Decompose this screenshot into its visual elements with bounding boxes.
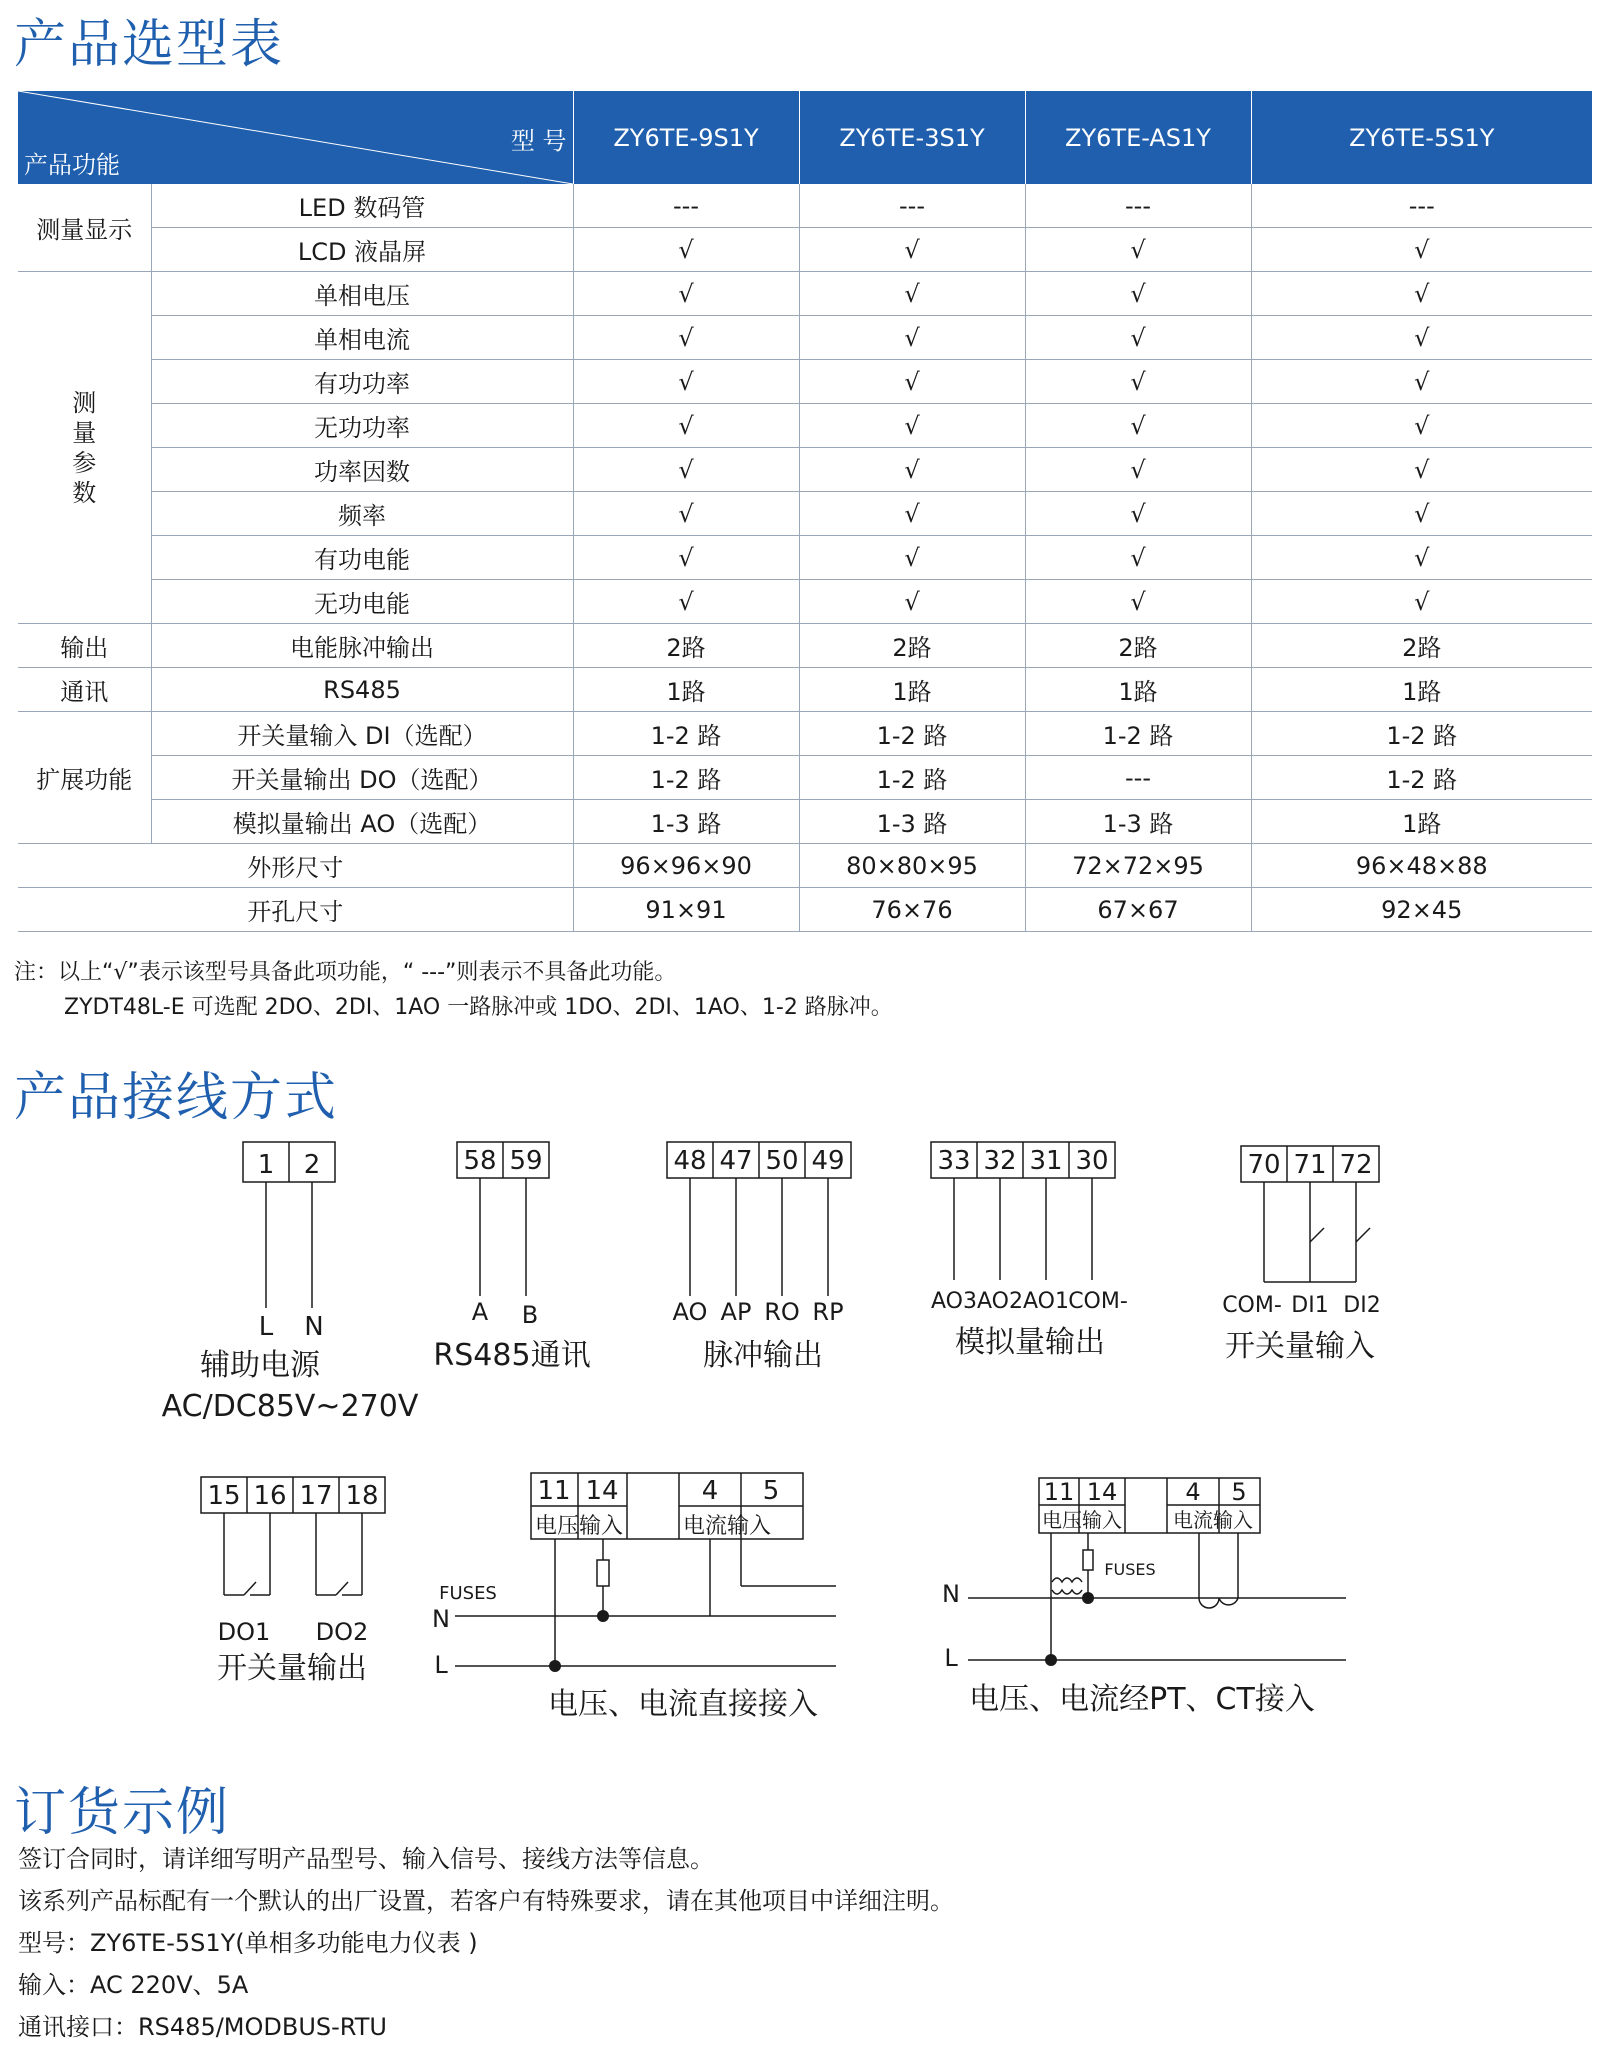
value-cell: 2路 [573, 624, 799, 668]
terminal-number: 49 [811, 1146, 845, 1176]
terminal-number: 5 [762, 1476, 780, 1506]
value-cell: 76×76 [799, 888, 1025, 932]
group-cell: 输出 [18, 624, 151, 668]
dimension-row [18, 888, 1592, 932]
row-label: 单相电流 [151, 316, 573, 360]
header-diagonal-cell [18, 91, 573, 184]
terminal-number: 5 [1231, 1478, 1247, 1506]
value-cell: √ [1025, 360, 1251, 404]
selection-table [18, 91, 1592, 932]
value-cell: √ [799, 536, 1025, 580]
group-cell [18, 272, 151, 624]
value-cell: √ [573, 580, 799, 624]
table-row [18, 184, 1592, 228]
terminal-number: 72 [1339, 1150, 1373, 1180]
terminal-number: 70 [1247, 1150, 1281, 1180]
value-cell: √ [1251, 360, 1592, 404]
current-input-label: 电流输入 [682, 1514, 772, 1539]
note-line: ZYDT48L-E 可选配 2DO、2DI、1AO 一路脉冲或 1DO、2DI、1AO、1-2 路脉冲。 [64, 995, 893, 1020]
value-cell: 72×72×95 [1025, 844, 1251, 888]
voltage-input-label: 电压输入 [1042, 1508, 1122, 1532]
wiring-diagrams [0, 1120, 1600, 1720]
value-cell: √ [799, 360, 1025, 404]
value-cell: --- [1025, 184, 1251, 228]
row-label: 开关量输入 DI（选配） [151, 712, 573, 756]
junction-dot [1045, 1654, 1057, 1666]
table-row [18, 228, 1592, 272]
group-cell: 通讯 [18, 668, 151, 712]
pin-label: AO2 [977, 1289, 1023, 1314]
selection-table-title: 产品选型表 [14, 15, 285, 75]
value-cell: √ [1025, 536, 1251, 580]
value-cell: 92×45 [1251, 888, 1592, 932]
value-cell: √ [799, 404, 1025, 448]
order-title: 订货示例 [14, 1783, 231, 1843]
pin-label: RP [812, 1298, 844, 1326]
value-cell: √ [1025, 316, 1251, 360]
value-cell: 1路 [799, 668, 1025, 712]
row-label: 功率因数 [151, 448, 573, 492]
terminal-number: 4 [701, 1476, 719, 1506]
row-label: 模拟量输出 AO（选配） [151, 800, 573, 844]
value-cell: √ [1251, 580, 1592, 624]
junction-dot [549, 1660, 561, 1672]
table-row [18, 316, 1592, 360]
row-label: 无功电能 [151, 580, 573, 624]
pin-label: A [471, 1298, 489, 1326]
value-cell: 1路 [1025, 668, 1251, 712]
pin-label: DI1 [1291, 1293, 1329, 1318]
value-cell: √ [573, 316, 799, 360]
value-cell: --- [1251, 184, 1592, 228]
terminal-number: 11 [537, 1476, 571, 1506]
row-label: LCD 液晶屏 [151, 228, 573, 272]
table-row [18, 536, 1592, 580]
junction-dot [1082, 1592, 1094, 1604]
terminal-number: 2 [303, 1150, 321, 1180]
terminal-number: 1 [257, 1150, 275, 1180]
value-cell: √ [573, 228, 799, 272]
model-header: ZY6TE-9S1Y [573, 91, 799, 184]
notes [14, 955, 893, 1025]
value-cell: √ [1251, 448, 1592, 492]
table-row [18, 800, 1592, 844]
terminal-number: 18 [345, 1481, 379, 1511]
table-row [18, 580, 1592, 624]
order-line: 该系列产品标配有一个默认的出厂设置，若客户有特殊要求，请在其他项目中详细注明。 [18, 1887, 954, 1915]
switch-contact [336, 1582, 348, 1595]
table-row [18, 272, 1592, 316]
value-cell: 2路 [1251, 624, 1592, 668]
group-cell: 测量显示 [18, 184, 151, 272]
table-header-row [18, 91, 1592, 184]
terminal-number: 15 [207, 1481, 241, 1511]
row-label: RS485 [151, 668, 573, 712]
value-cell: √ [573, 360, 799, 404]
value-cell: √ [573, 404, 799, 448]
diagram-caption: 电压、电流直接接入 [548, 1687, 818, 1720]
value-cell: 1-2 路 [799, 756, 1025, 800]
terminal-number: 30 [1075, 1146, 1109, 1176]
value-cell: 1-2 路 [1025, 712, 1251, 756]
value-cell: √ [1251, 492, 1592, 536]
value-cell: √ [1025, 580, 1251, 624]
table-row [18, 360, 1592, 404]
pin-label: AP [720, 1298, 752, 1326]
pt-coil-icon [1052, 1578, 1082, 1582]
row-label: 单相电压 [151, 272, 573, 316]
value-cell: √ [573, 492, 799, 536]
pin-label: L [258, 1312, 274, 1342]
value-cell: √ [1251, 228, 1592, 272]
value-cell: √ [1025, 404, 1251, 448]
value-cell: √ [1251, 404, 1592, 448]
terminal-number: 11 [1043, 1478, 1075, 1506]
fuses-label: FUSES [439, 1583, 497, 1604]
current-input-label: 电流输入 [1173, 1508, 1253, 1532]
pin-label: COM- [1222, 1293, 1282, 1318]
value-cell: √ [1251, 272, 1592, 316]
pin-label: B [521, 1301, 539, 1329]
value-cell: 1-2 路 [799, 712, 1025, 756]
row-label: 频率 [151, 492, 573, 536]
value-cell: √ [1025, 448, 1251, 492]
terminal-number: 58 [463, 1146, 497, 1176]
terminal-number: 32 [983, 1146, 1017, 1176]
terminal-number: 48 [673, 1146, 707, 1176]
diagram-caption: RS485通讯 [433, 1338, 591, 1373]
order-line: 通讯接口：RS485/MODBUS-RTU [18, 2013, 387, 2041]
pin-label: N [304, 1312, 324, 1342]
pin-label: COM- [1068, 1289, 1128, 1314]
value-cell: 1-3 路 [799, 800, 1025, 844]
table-row [18, 492, 1592, 536]
n-label: N [432, 1605, 450, 1633]
l-label: L [434, 1651, 448, 1679]
value-cell: √ [799, 272, 1025, 316]
header-model-label: 型 号 [510, 127, 567, 155]
order-line: 型号：ZY6TE-5S1Y(单相多功能电力仪表 ) [18, 1929, 478, 1957]
group-cell: 扩展功能 [18, 712, 151, 844]
value-cell: 67×67 [1025, 888, 1251, 932]
row-label: 无功功率 [151, 404, 573, 448]
row-label: 开关量输出 DO（选配） [151, 756, 573, 800]
pin-label: DO2 [315, 1618, 369, 1646]
terminal-number: 33 [937, 1146, 971, 1176]
header-function-label: 产品功能 [24, 151, 120, 179]
wiring-title: 产品接线方式 [14, 1068, 339, 1128]
value-cell: --- [573, 184, 799, 228]
value-cell: 1路 [1251, 800, 1592, 844]
model-header: ZY6TE-3S1Y [799, 91, 1025, 184]
model-header: ZY6TE-5S1Y [1251, 91, 1592, 184]
value-cell: 1-3 路 [1025, 800, 1251, 844]
note-line: 注：以上“√”表示该型号具备此项功能，“ ---”则表示不具备此功能。 [14, 960, 677, 985]
pin-label: DO1 [217, 1618, 271, 1646]
diagram-caption: 辅助电源 [200, 1348, 320, 1383]
value-cell: √ [1251, 536, 1592, 580]
value-cell: √ [1251, 316, 1592, 360]
terminal-number: 47 [719, 1146, 753, 1176]
table-row [18, 448, 1592, 492]
value-cell: 96×48×88 [1251, 844, 1592, 888]
row-label: 有功功率 [151, 360, 573, 404]
value-cell: √ [1025, 228, 1251, 272]
pin-label: AO [672, 1298, 708, 1326]
pin-label: DI2 [1343, 1293, 1381, 1318]
value-cell: √ [799, 316, 1025, 360]
l-label: L [944, 1644, 958, 1672]
pt-coil-icon [1052, 1590, 1082, 1594]
table-row [18, 668, 1592, 712]
value-cell: √ [799, 492, 1025, 536]
value-cell: 1路 [573, 668, 799, 712]
value-cell: √ [799, 448, 1025, 492]
diagram-caption: AC/DC85V~270V [161, 1389, 419, 1424]
row-label: 电能脉冲输出 [151, 624, 573, 668]
value-cell: 91×91 [573, 888, 799, 932]
terminal-number: 17 [299, 1481, 333, 1511]
junction-dot [597, 1610, 609, 1622]
terminal-number: 4 [1185, 1478, 1201, 1506]
value-cell: 1路 [1251, 668, 1592, 712]
row-label: 有功电能 [151, 536, 573, 580]
diagram-caption: 模拟量输出 [955, 1325, 1105, 1360]
fuse-symbol [597, 1560, 609, 1586]
value-cell: √ [1025, 272, 1251, 316]
value-cell: √ [573, 272, 799, 316]
terminal-number: 14 [1086, 1478, 1118, 1506]
value-cell: √ [799, 580, 1025, 624]
dimension-label: 外形尺寸 [18, 844, 573, 888]
n-label: N [942, 1580, 960, 1608]
switch-contact [1356, 1228, 1370, 1242]
terminal-number: 14 [585, 1476, 619, 1506]
table-row [18, 756, 1592, 800]
order-example [18, 1838, 954, 2048]
value-cell: 2路 [1025, 624, 1251, 668]
order-line: 输入：AC 220V、5A [18, 1971, 249, 1999]
group-label-vertical: 测量参数 [72, 388, 97, 507]
value-cell: 1-2 路 [1251, 756, 1592, 800]
value-cell: 2路 [799, 624, 1025, 668]
dimension-row [18, 844, 1592, 888]
ct-coil-icon [1199, 1598, 1238, 1608]
row-label: LED 数码管 [151, 184, 573, 228]
table-row [18, 404, 1592, 448]
model-header: ZY6TE-AS1Y [1025, 91, 1251, 184]
value-cell: 80×80×95 [799, 844, 1025, 888]
value-cell: 1-2 路 [1251, 712, 1592, 756]
diagram-caption: 电压、电流经PT、CT接入 [969, 1682, 1315, 1717]
fuse-symbol [1083, 1550, 1093, 1570]
value-cell: √ [1025, 492, 1251, 536]
fuses-label: FUSES [1104, 1560, 1156, 1579]
pin-label: RO [764, 1298, 800, 1326]
terminal-number: 16 [253, 1481, 287, 1511]
diagram-caption: 脉冲输出 [703, 1338, 823, 1373]
diagram-caption: 开关量输出 [217, 1651, 367, 1686]
terminal-number: 71 [1293, 1150, 1327, 1180]
value-cell: √ [573, 536, 799, 580]
value-cell: 96×96×90 [573, 844, 799, 888]
voltage-input-label: 电压输入 [534, 1514, 624, 1539]
switch-contact [244, 1582, 256, 1595]
dimension-label: 开孔尺寸 [18, 888, 573, 932]
pin-label: AO3 [931, 1289, 977, 1314]
pin-label: AO1 [1023, 1289, 1069, 1314]
terminal-number: 31 [1029, 1146, 1063, 1176]
value-cell: 1-2 路 [573, 712, 799, 756]
terminal-number: 50 [765, 1146, 799, 1176]
table-row [18, 624, 1592, 668]
value-cell: --- [799, 184, 1025, 228]
order-line: 签订合同时，请详细写明产品型号、输入信号、接线方法等信息。 [18, 1845, 714, 1873]
diagram-caption: 开关量输入 [1225, 1329, 1375, 1364]
value-cell: √ [573, 448, 799, 492]
table-row [18, 712, 1592, 756]
value-cell: √ [799, 228, 1025, 272]
switch-contact [1310, 1228, 1324, 1242]
value-cell: 1-3 路 [573, 800, 799, 844]
value-cell: 1-2 路 [573, 756, 799, 800]
value-cell: --- [1025, 756, 1251, 800]
terminal-number: 59 [509, 1146, 543, 1176]
